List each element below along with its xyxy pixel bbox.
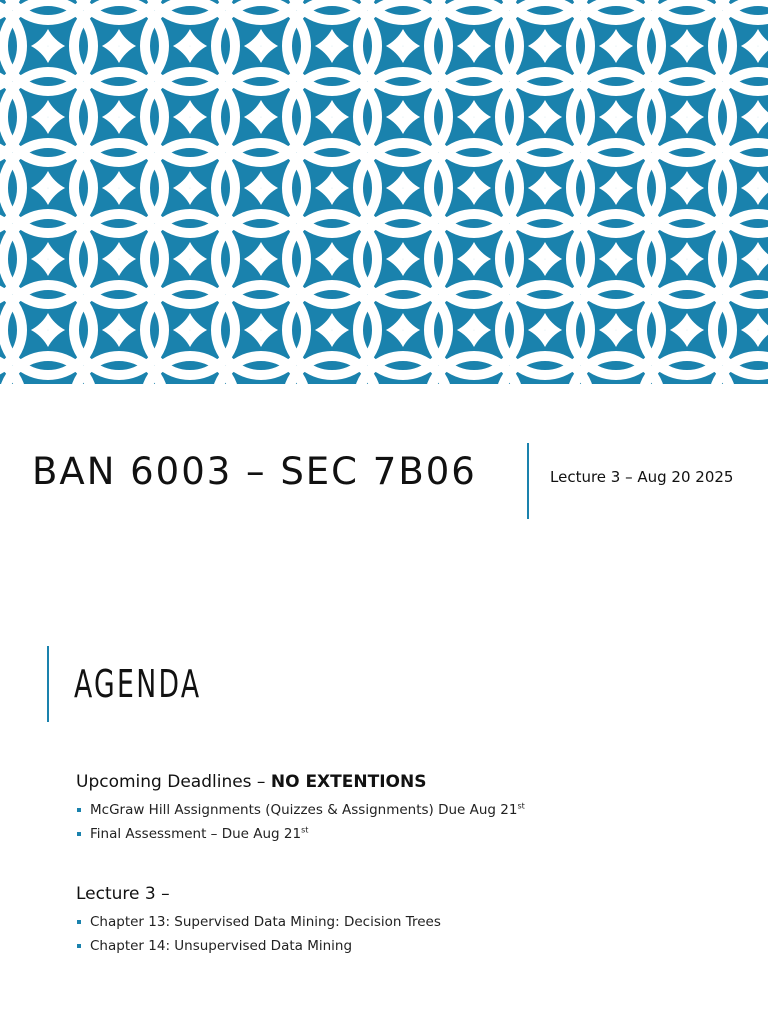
bullet-list: [76, 910, 736, 958]
list-item: [76, 798, 736, 822]
list-item-superscript: st: [301, 825, 309, 835]
section-heading: [76, 884, 736, 904]
title-divider: [527, 443, 529, 519]
list-item-text: McGraw Hill Assignments (Quizzes & Assignments) Due Aug 21: [90, 802, 518, 818]
bullet-square-icon: [77, 832, 81, 836]
agenda-slide: [0, 576, 768, 1024]
section-heading: [76, 772, 736, 792]
bullet-square-icon: [77, 944, 81, 948]
bullet-square-icon: [77, 808, 81, 812]
section-heading-prefix: Lecture 3 –: [76, 884, 170, 904]
slide-subtitle: Lecture 3 – Aug 20 2025: [550, 468, 734, 486]
bullet-square-icon: [77, 920, 81, 924]
list-item-text: Chapter 14: Unsupervised Data Mining: [90, 938, 353, 954]
agenda-accent-bar: [47, 646, 49, 722]
lecture-section: [76, 884, 736, 958]
bullet-list: [76, 798, 736, 846]
section-heading-emphasis: NO EXTENTIONS: [270, 772, 427, 792]
list-item: [76, 822, 736, 846]
deadlines-section: [76, 772, 736, 846]
list-item-text: Final Assessment – Due Aug 21: [90, 826, 302, 842]
list-item-superscript: st: [517, 801, 525, 811]
list-item: [76, 934, 736, 958]
section-heading-prefix: Upcoming Deadlines –: [76, 772, 271, 792]
decorative-pattern-banner: [0, 0, 768, 384]
list-item: [76, 910, 736, 934]
list-item-text: Chapter 13: Supervised Data Mining: Decision Trees: [90, 914, 441, 930]
agenda-heading: AGENDA: [74, 662, 202, 706]
slide-title: BAN 6003 – SEC 7B06: [32, 450, 477, 493]
